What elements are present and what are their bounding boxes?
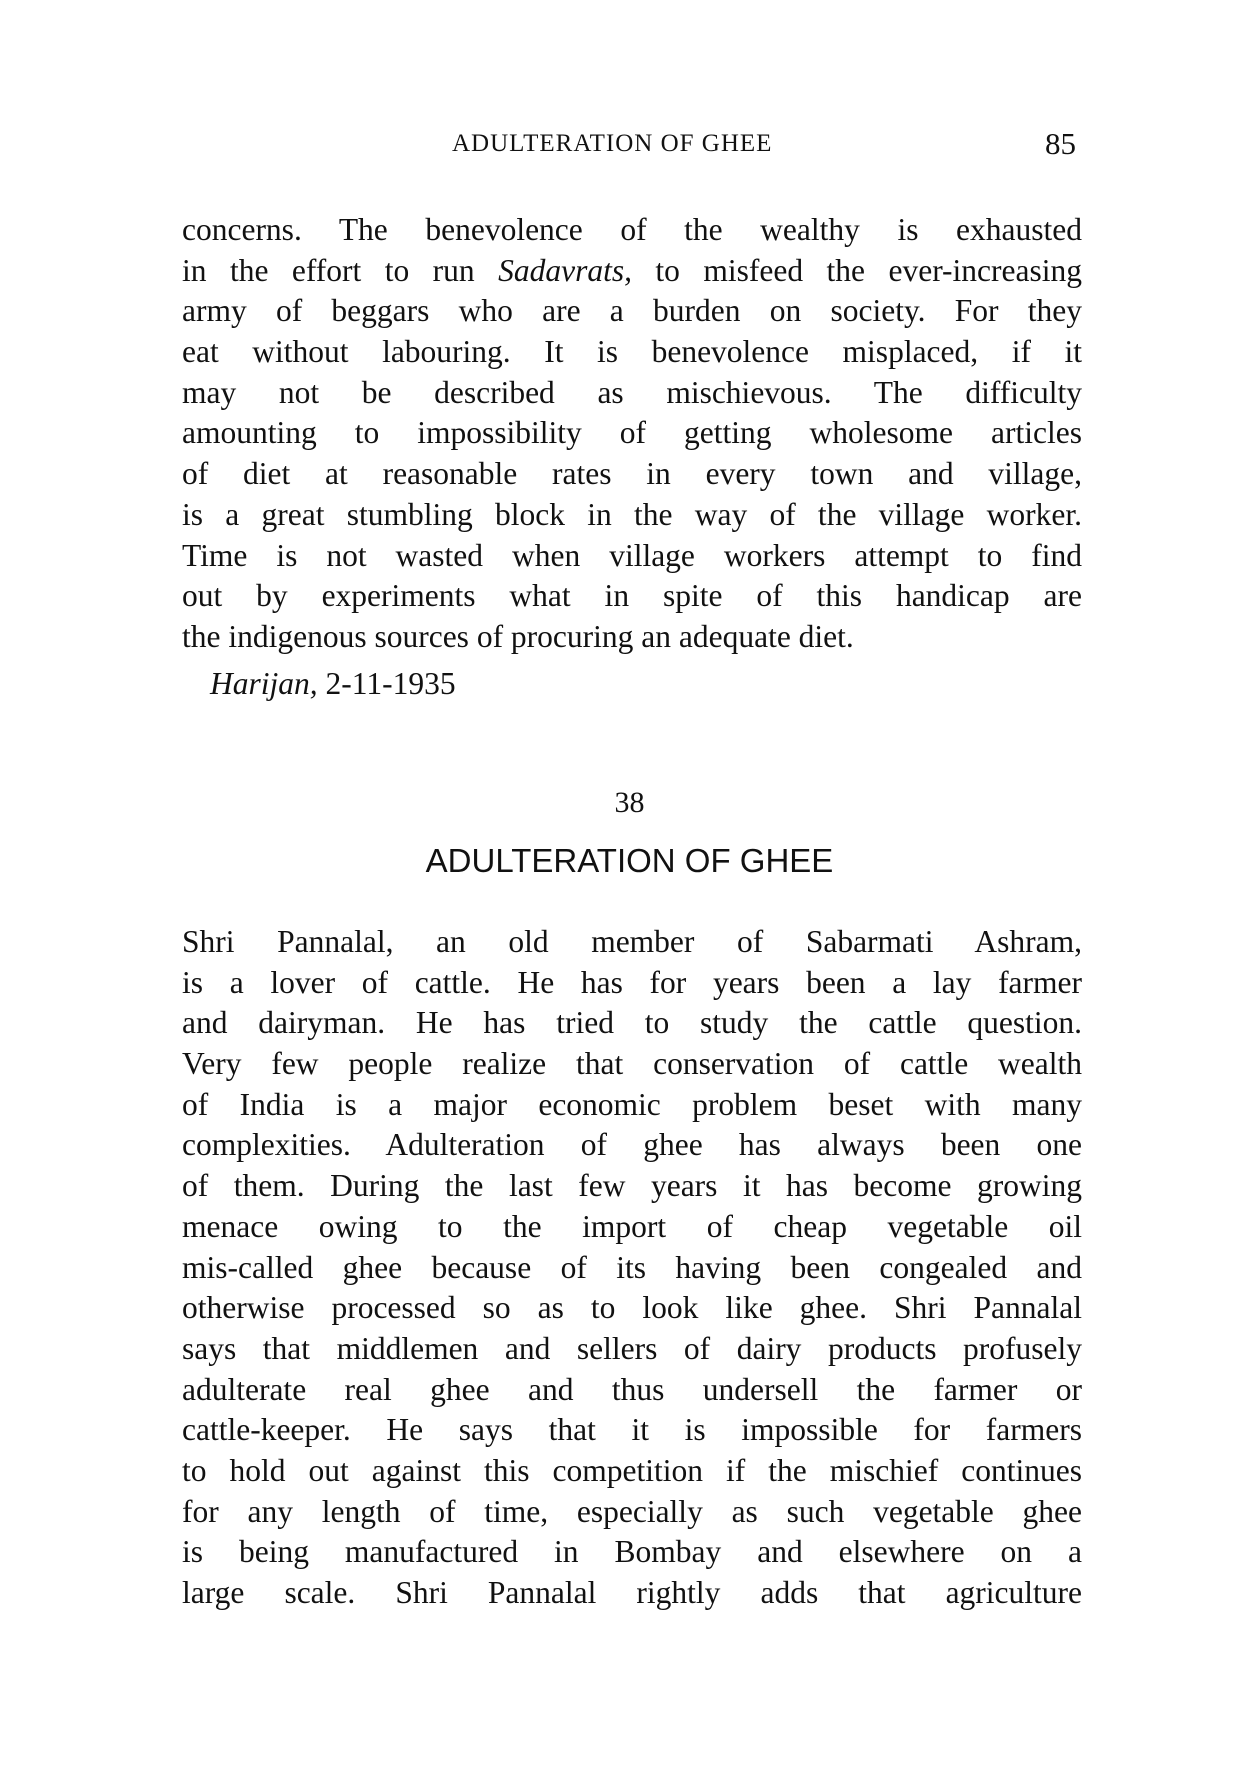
text-line: the indigenous sources of procuring an adequate diet. bbox=[182, 618, 854, 654]
text-line bbox=[182, 251, 1082, 292]
text-line: complexities. Adulteration of ghee has always been one bbox=[182, 1127, 1082, 1163]
text-line: large scale. Shri Pannalal rightly adds that agriculture bbox=[182, 1575, 1082, 1610]
text-line: army of beggars who are a burden on society. For they bbox=[182, 293, 1082, 329]
page-number: 85 bbox=[1045, 126, 1076, 161]
text-line: to hold out against this competition if the mischief continues bbox=[182, 1452, 1082, 1488]
text-line: mis-called ghee because of its having been congealed and bbox=[182, 1249, 1082, 1285]
text-line: and dairyman. He has tried to study the cattle question. bbox=[182, 1005, 1082, 1041]
text-line: of them. During the last few years it has become growing bbox=[182, 1168, 1082, 1204]
text-line: is a lover of cattle. He has for years been a lay farmer bbox=[182, 964, 1082, 1000]
running-title: ADULTERATION OF GHEE bbox=[452, 130, 773, 157]
text-line: amounting to impossibility of getting wholesome articles bbox=[182, 415, 1082, 451]
text-line: menace owing to the import of cheap vegetable oil bbox=[182, 1208, 1082, 1244]
source-date: 2-11-1935 bbox=[317, 666, 456, 701]
text-line: eat without labouring. It is benevolence misplaced, if it bbox=[182, 334, 1082, 370]
continuation-paragraph bbox=[182, 210, 1082, 658]
italic-term: Sadavrats, bbox=[498, 252, 632, 288]
text-line: Shri Pannalal, an old member of Sabarmati Ashram, bbox=[182, 924, 1082, 959]
text-line: is a great stumbling block in the way of the village worker. bbox=[182, 496, 1082, 532]
text-line: adulterate real ghee and thus undersell the farmer or bbox=[182, 1371, 1082, 1407]
chapter-number: 38 bbox=[614, 786, 645, 819]
text-line: concerns. The benevolence of the wealthy is exhausted bbox=[182, 212, 1082, 247]
text-line: for any length of time, especially as such vegetable ghee bbox=[182, 1493, 1082, 1529]
text-line: Time is not wasted when village workers attempt to find bbox=[182, 537, 1082, 573]
text-line: out by experiments what in spite of this handicap are bbox=[182, 578, 1082, 614]
text-segment: in the effort to run bbox=[182, 252, 499, 288]
text-line: otherwise processed so as to look like ghee. Shri Pannalal bbox=[182, 1290, 1082, 1326]
chapter-title: ADULTERATION OF GHEE bbox=[425, 842, 834, 879]
text-line: may not be described as mischievous. The difficulty bbox=[182, 374, 1082, 410]
text-line: of India is a major economic problem beset with many bbox=[182, 1086, 1082, 1122]
source-publication: Harijan, bbox=[210, 666, 318, 701]
chapter-body bbox=[182, 922, 1082, 1614]
text-line: Very few people realize that conservation of cattle wealth bbox=[182, 1046, 1082, 1082]
text-line: says that middlemen and sellers of dairy products profusely bbox=[182, 1330, 1082, 1366]
text-line: cattle-keeper. He says that it is impossible for farmers bbox=[182, 1412, 1082, 1448]
source-citation bbox=[210, 666, 456, 702]
text-line: is being manufactured in Bombay and elsewhere on a bbox=[182, 1534, 1082, 1570]
text-segment: to misfeed the ever-increasing bbox=[631, 252, 1082, 288]
text-line: of diet at reasonable rates in every town and village, bbox=[182, 456, 1082, 492]
